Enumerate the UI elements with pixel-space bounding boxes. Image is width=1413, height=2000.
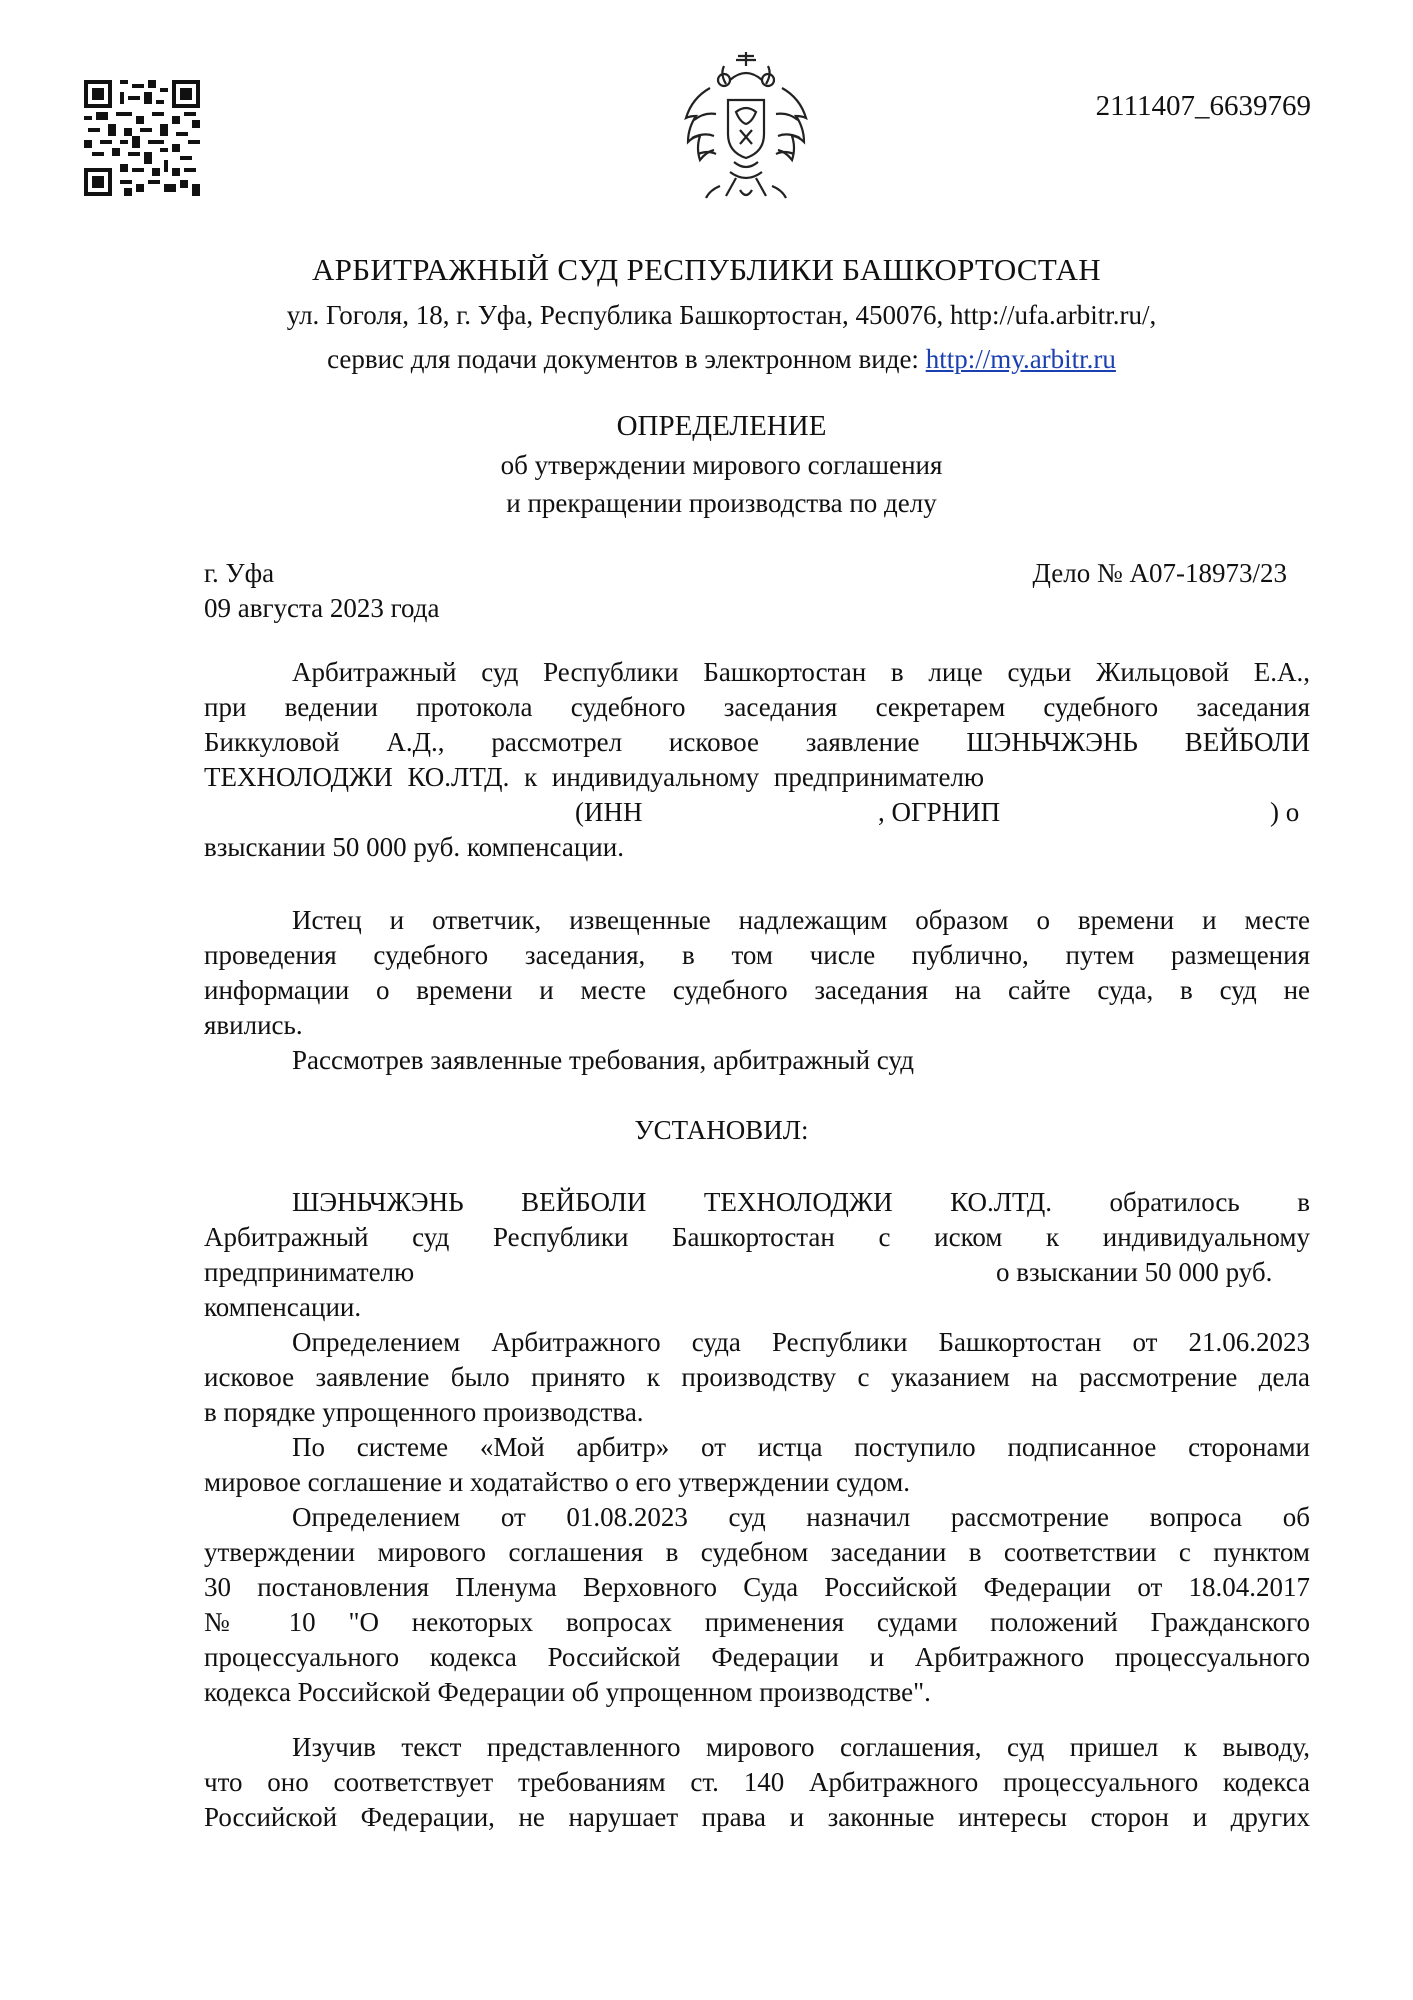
- court-address: ул. Гоголя, 18, г. Уфа, Республика Башкортостан, 450076, http://ufa.arbitr.ru/,: [286, 300, 1157, 330]
- body-line: предпринимателю: [204, 1257, 415, 1287]
- body-line: Истец и ответчик, извещенные надлежащим образом о времени и месте: [292, 905, 1310, 935]
- body-line: Арбитражный суд Республики Башкортостан в лице судьи Жильцовой Е.А.,: [292, 657, 1310, 687]
- eservice-line: [0, 344, 1413, 375]
- coat-of-arms-icon: [680, 50, 812, 206]
- body-line: мировое соглашение и ходатайство о его утверждении судом.: [204, 1467, 911, 1497]
- ruling-date: 09 августа 2023 года: [204, 593, 440, 623]
- case-number: Дело № А07-18973/23: [1032, 558, 1287, 588]
- body-line: кодекса Российской Федерации об упрощенном производстве".: [204, 1677, 931, 1707]
- body-line: Изучив текст представленного мирового соглашения, суд пришел к выводу,: [292, 1732, 1310, 1762]
- body-line: явились.: [204, 1010, 303, 1040]
- body-line: что оно соответствует требованиям ст. 140 Арбитражного процессуального кодекса: [204, 1767, 1310, 1797]
- document-title: ОПРЕДЕЛЕНИЕ: [616, 410, 827, 442]
- qr-code-icon: [84, 80, 200, 196]
- body-line: взыскании 50 000 руб. компенсации.: [204, 832, 624, 862]
- body-line: Рассмотрев заявленные требования, арбитражный суд: [292, 1045, 914, 1075]
- body-line: о взыскании 50 000 руб.: [996, 1257, 1273, 1287]
- body-line: № 10 "О некоторых вопросах применения судами положений Гражданского: [204, 1607, 1310, 1637]
- body-line: при ведении протокола судебного заседания секретарем судебного заседания: [204, 692, 1310, 722]
- section-heading: УСТАНОВИЛ:: [634, 1115, 809, 1145]
- document-subtitle-1: об утверждении мирового соглашения: [500, 450, 943, 480]
- body-line: в порядке упрощенного производства.: [204, 1397, 644, 1427]
- body-line: ТЕХНОЛОДЖИ КО.ЛТД. к индивидуальному предпринимателю: [204, 762, 985, 792]
- body-line: Биккуловой А.Д., рассмотрел исковое заявление ШЭНЬЧЖЭНЬ ВЕЙБОЛИ: [204, 727, 1310, 757]
- eservice-link[interactable]: http://my.arbitr.ru: [925, 344, 1116, 374]
- body-line: процессуального кодекса Российской Федерации и Арбитражного процессуального: [204, 1642, 1310, 1672]
- body-line: Определением Арбитражного суда Республики Башкортостан от 21.06.2023: [292, 1327, 1310, 1357]
- body-line: (ИНН: [575, 797, 643, 827]
- document-subtitle-2: и прекращении производства по делу: [506, 488, 937, 518]
- body-line: компенсации.: [204, 1292, 362, 1322]
- document-number: 2111407_6639769: [1095, 90, 1311, 122]
- body-line: информации о времени и месте судебного заседания на сайте суда, в суд не: [204, 975, 1310, 1005]
- body-line: По системе «Мой арбитр» от истца поступило подписанное сторонами: [292, 1432, 1310, 1462]
- body-line: утверждении мирового соглашения в судебном заседании в соответствии с пунктом: [204, 1537, 1310, 1567]
- body-line: ) о: [1270, 797, 1300, 827]
- body-line: Определением от 01.08.2023 суд назначил рассмотрение вопроса об: [292, 1502, 1310, 1532]
- body-line: ШЭНЬЧЖЭНЬ ВЕЙБОЛИ ТЕХНОЛОДЖИ КО.ЛТД. обратилось в: [292, 1187, 1310, 1217]
- body-line: , ОГРНИП: [878, 797, 1001, 827]
- body-line: исковое заявление было принято к производству с указанием на рассмотрение дела: [204, 1362, 1310, 1392]
- city: г. Уфа: [204, 558, 275, 588]
- body-line: 30 постановления Пленума Верховного Суда Российской Федерации от 18.04.2017: [204, 1572, 1310, 1602]
- court-name: АРБИТРАЖНЫЙ СУД РЕСПУБЛИКИ БАШКОРТОСТАН: [312, 252, 1101, 287]
- body-line: Российской Федерации, не нарушает права и законные интересы сторон и других: [204, 1802, 1310, 1832]
- body-line: проведения судебного заседания, в том числе публично, путем размещения: [204, 940, 1310, 970]
- eservice-label: сервис для подачи документов в электронном виде:: [327, 344, 926, 374]
- body-line: Арбитражный суд Республики Башкортостан с иском к индивидуальному: [204, 1222, 1310, 1252]
